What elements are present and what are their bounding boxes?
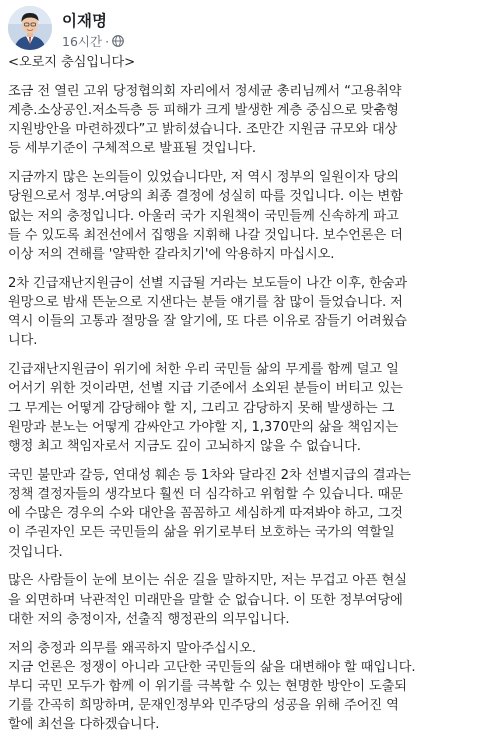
- post-paragraph: [8, 82, 486, 159]
- globe-icon[interactable]: [112, 35, 124, 47]
- post-text-line: 계층.소상공인.저소득층 등 피해가 크게 발생한 계층 중심으로 맞춤형: [8, 103, 399, 118]
- post-text-line: 들 수 있도록 최전선에서 집행을 지휘해 나갈 것입니다. 보수언론은 더: [8, 227, 403, 243]
- post-paragraph: [8, 466, 486, 562]
- post-text-line: 국민 불만과 갈등, 연대성 훼손 등 1차와 달라진 2차 선별지급의 결과는: [8, 467, 411, 483]
- post-text-line: 니다.: [8, 333, 38, 349]
- post-header: [8, 6, 484, 52]
- author-name[interactable]: 이재명: [62, 12, 107, 30]
- post-text-line: 2차 긴급재난지원금이 선별 지급될 거라는 보도들이 나간 이후, 한숨과: [8, 275, 408, 291]
- post-paragraph: [8, 360, 486, 456]
- post-text-line: 을 외면하며 낙관적인 미래만을 말할 순 없습니다. 이 또한 정부여당에: [8, 592, 403, 608]
- post-text-line: 행정 최고 책임자로서 지금도 깊이 고뇌하지 않을 수 없습니다.: [8, 439, 361, 455]
- post-text-line: 조금 전 열린 고위 당정협의회 자리에서 정세균 총리님께서 “고용취약: [8, 83, 402, 99]
- avatar-photo: [8, 6, 52, 50]
- post-text-line: 이상 저의 견해를 '얄팍한 갈라치기'에 악용하지 마십시오.: [8, 247, 335, 263]
- post-body: [8, 53, 486, 744]
- post-timestamp[interactable]: 16시간: [62, 34, 103, 49]
- post-text-line: 긴급재난지원금이 위기에 처한 우리 국민들 삶의 무게를 함께 덜고 일: [8, 362, 399, 378]
- post-text-line: 저의 충정과 의무를 왜곡하지 말아주십시오.: [8, 640, 256, 656]
- post-paragraph: [8, 571, 486, 629]
- post-text-line: 기를 간곡히 희망하며, 문재인정부와 민주당의 성공을 위해 주어진 역: [8, 698, 399, 714]
- post-paragraph: [8, 274, 486, 351]
- post-text-line: 지금 언론은 정쟁이 아니라 고단한 국민들의 삶을 대변해야 할 때입니다.: [8, 659, 416, 675]
- post-text-line: 많은 사람들이 눈에 보이는 쉬운 길을 말하지만, 저는 무겁고 아픈 현실: [8, 573, 407, 589]
- post-text-line: <오로지 충심입니다>: [8, 55, 136, 70]
- post-text-line: 에 수많은 경우의 수와 대안을 꼼꼼하고 세심하게 따져봐야 하고, 그것: [8, 506, 403, 522]
- meta-separator: ·: [105, 33, 110, 49]
- post-text-line: 원망과 분노는 어떻게 감싸안고 가야할 지, 1,370만의 삶을 책임지는: [8, 419, 399, 435]
- post-meta: [62, 32, 124, 50]
- post-text-line: 것입니다.: [8, 544, 63, 560]
- post-text-line: 원망으로 밤새 뜬눈으로 지샌다는 분들 얘기를 참 많이 들었습니다. 저: [8, 295, 403, 311]
- post-text-line: 지원방안을 마련하겠다”고 밝히셨습니다. 조만간 지원금 규모와 대상: [8, 122, 398, 138]
- post-text-line: 정책 결정자들의 생각보다 훨씬 더 심각하고 위험할 수 있습니다. 때문: [8, 487, 403, 503]
- post-text-line: 대한 저의 충정이자, 선출직 행정관의 의무입니다.: [8, 611, 290, 627]
- post-text-line: 지금까지 많은 논의들이 있었습니다만, 저 역시 정부의 일원이자 당의: [8, 170, 399, 186]
- post-text-line: 그 무게는 어떻게 감당해야 할 지, 그리고 감당하지 못해 발생하는 그: [8, 400, 395, 416]
- post-text-line: 등 세부기준이 구체적으로 발표될 것입니다.: [8, 141, 256, 157]
- post-paragraph: [8, 639, 486, 735]
- author-avatar[interactable]: [8, 6, 52, 50]
- post-text-line: 어서기 위한 것이라면, 선별 지급 기준에서 소외된 분들이 버티고 있는: [8, 381, 403, 397]
- post-text-line: 부디 국민 모두가 함께 이 위기를 극복할 수 있는 현명한 방안이 도출되: [8, 679, 407, 695]
- post-text-line: 없는 저의 충정입니다. 아울러 국가 지원책이 국민들께 신속하게 파고: [8, 208, 399, 224]
- post-paragraph: [8, 53, 486, 72]
- post-text-line: 이 주권자인 모든 국민들의 삶을 위기로부터 보호하는 국가의 역할일: [8, 525, 395, 541]
- post-text-line: 할에 최선을 다하겠습니다.: [8, 717, 160, 733]
- post-paragraph: [8, 168, 486, 264]
- post-text-line: 역시 이들의 고통과 절망을 잘 알기에, 또 다른 이유로 잠들기 어려웠습: [8, 314, 407, 330]
- globe-icon-graphic: [112, 35, 124, 47]
- post-text-line: 당원으로서 정부.여당의 최종 결정에 성실히 따를 것입니다. 이는 변함: [8, 189, 403, 205]
